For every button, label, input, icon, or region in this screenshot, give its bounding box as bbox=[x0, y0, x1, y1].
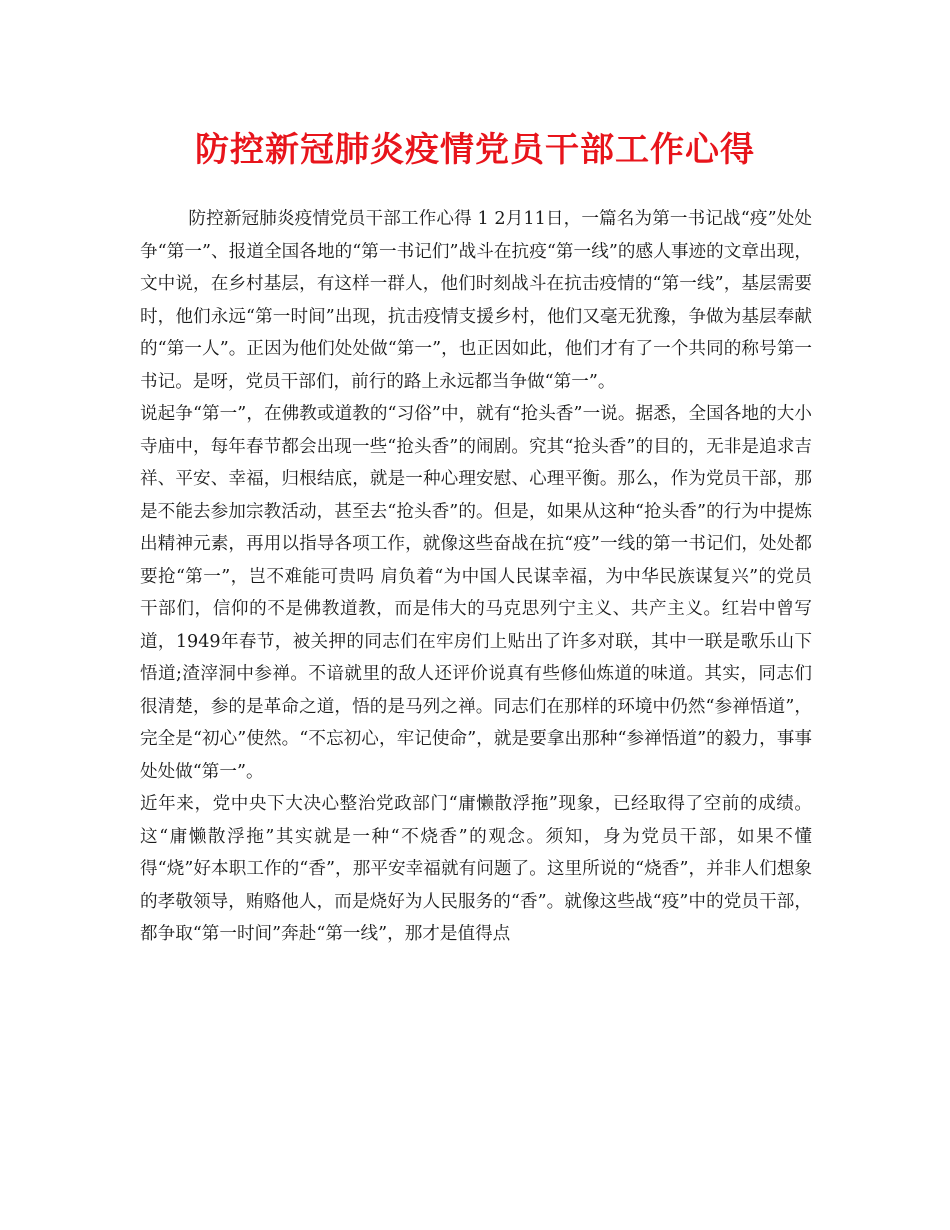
paragraph-intro: 防控新冠肺炎疫情党员干部工作心得 1 2月11日，一篇名为第一书记战“疫”处处争“第一”、报道全国各地的“第一书记们”战斗在抗疫“第一线”的感人事迹的文章出现，文中说，在乡村基层，有这样一群人，他们时刻战斗在抗击疫情的“第一线”，基层需要时，他们永远“第一时间”出现，抗击疫情支援乡村，他们又毫无犹豫，争做为基层奉献的“第一人”。正因为他们处处做“第一”，也正因如此，他们才有了一个共同的称号第一书记。是呀，党员干部们，前行的路上永远都当争做“第一”。 bbox=[140, 209, 812, 392]
document-body bbox=[140, 203, 812, 951]
paragraph-recent-years: 近年来，党中央下大决心整治党政部门“庸懒散浮拖”现象，已经取得了空前的成绩。这“庸懒散浮拖”其实就是一种“不烧香”的观念。须知，身为党员干部，如果不懂得“烧”好本职工作的“香”，那平安幸福就有问题了。这里所说的“烧香”，并非人们想象的孝敬领导，贿赂他人，而是烧好为人民服务的“香”。就像这些战“疫”中的党员干部，都争取“第一时间”奔赴“第一线”，那才是值得点 bbox=[140, 794, 812, 944]
paragraph-first-place: 说起争“第一”，在佛教或道教的“习俗”中，就有“抢头香”一说。据悉，全国各地的大小寺庙中，每年春节都会出现一些“抢头香”的闹剧。究其“抢头香”的目的，无非是追求吉祥、平安、幸福，归根结底，就是一种心理安慰、心理平衡。那么，作为党员干部，那是不能去参加宗教活动，甚至去“抢头香”的。但是，如果从这种“抢头香”的行为中提炼出精神元素，再用以指导各项工作，就像这些奋战在抗“疫”一线的第一书记们，处处都要抢“第一”，岂不难能可贵吗 肩负着“为中国人民谋幸福，为中华民族谋复兴”的党员干部们，信仰的不是佛教道教，而是伟大的马克思列宁主义、共产主义。红岩中曾写道，1949年春节，被关押的同志们在牢房们上贴出了许多对联，其中一联是歌乐山下悟道;渣滓洞中参禅。不谙就里的敌人还评价说真有些修仙炼道的味道。其实，同志们很清楚，参的是革命之道，悟的是马列之禅。同志们在那样的环境中仍然“参禅悟道”，完全是“初心”使然。“不忘初心，牢记使命”，就是要拿出那种“参禅悟道”的毅力，事事处处做“第一”。 bbox=[140, 404, 812, 782]
document-title: 防控新冠肺炎疫情党员干部工作心得 bbox=[195, 130, 755, 170]
